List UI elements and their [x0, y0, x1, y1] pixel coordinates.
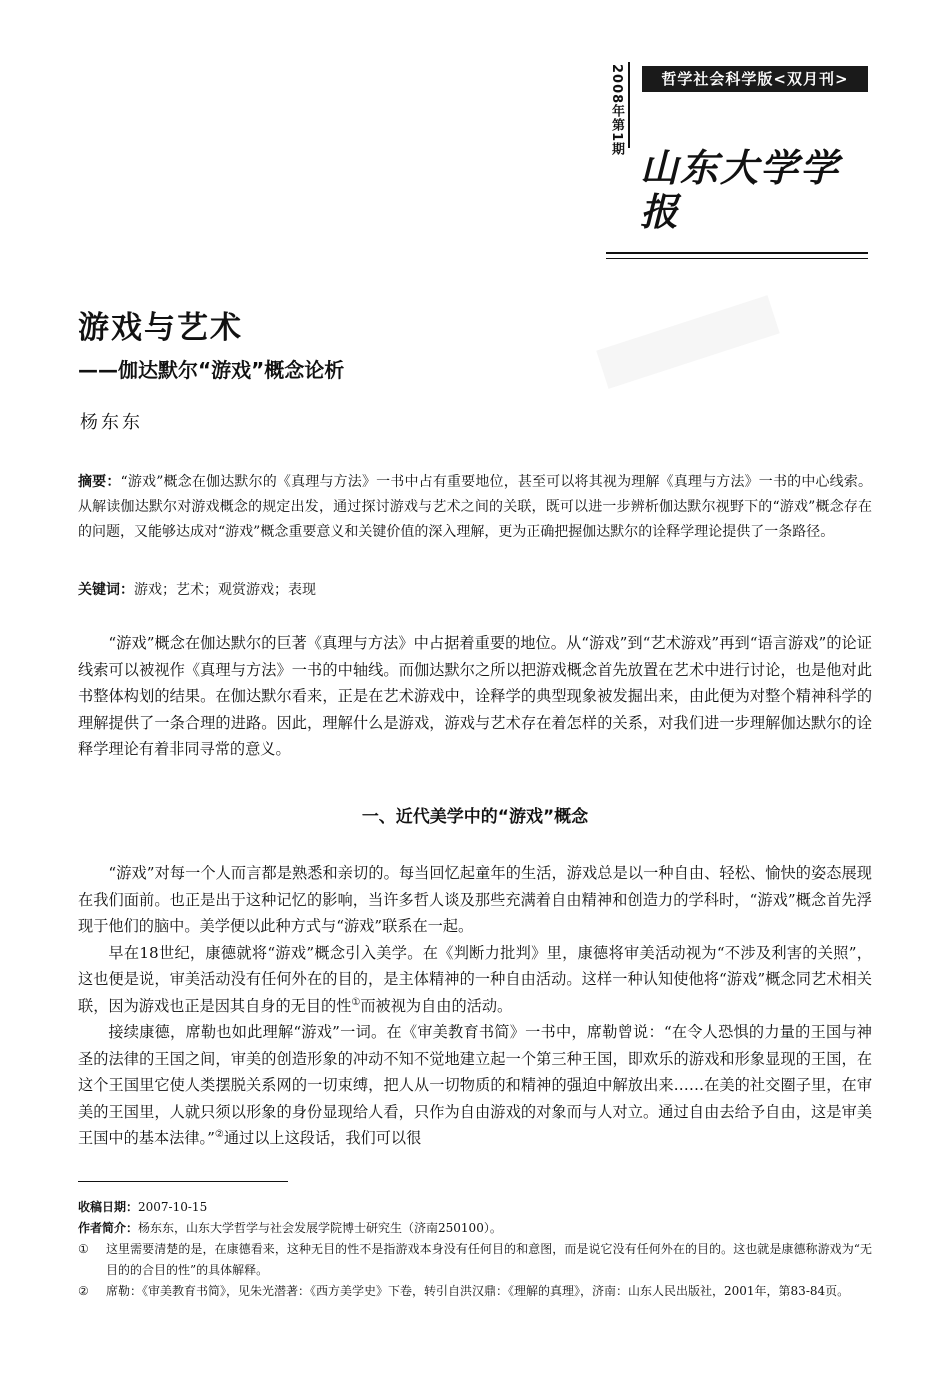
keywords-label: 关键词：	[78, 582, 134, 598]
article-subtitle: ——伽达默尔“游戏”概念论析	[78, 358, 345, 382]
keywords	[78, 578, 872, 603]
article-title: 游戏与艺术	[78, 310, 243, 346]
footnote-divider	[78, 1181, 288, 1182]
footnote-mark: ②	[78, 1284, 89, 1298]
keywords-text: 游戏；艺术；观赏游戏；表现	[134, 582, 316, 598]
section-paragraph-1: “游戏”对每一个人而言都是熟悉和亲切的。每当回忆起童年的生活，游戏总是以一种自由、轻松、愉快的姿态展现在我们面前。也正是出于这种记忆的影响，当许多哲人谈及那些充满着自由精神和创造力的学科时，“游戏”概念首先浮现于他们的脑中。美学便以此种方式与“游戏”联系在一起。	[78, 864, 872, 935]
paragraph-text: 早在18世纪，康德就将“游戏”概念引入美学。在《判断力批判》里，康德将审美活动视为“不涉及利害的关照”，这也便是说，审美活动没有任何外在的目的，是主体精神的一种自由活动。这样一种认知使他将“游戏”概念同艺术相关联，因为游戏也正是因其自身的无目的性	[78, 943, 872, 1015]
issue-label: 2008年第1期	[609, 64, 624, 157]
abstract-text: “游戏”概念在伽达默尔的《真理与方法》一书中占有重要地位，甚至可以将其视为理解《真理与方法》一书的中心线索。从解读伽达默尔对游戏概念的规定出发，通过探讨游戏与艺术之间的关联，既可以进一步辨析伽达默尔视野下的“游戏”概念存在的问题，又能够达成对“游戏”概念重要意义和关键价值的深入理解，更为正确把握伽达默尔的诠释学理论提供了一条路径。	[78, 474, 873, 540]
bio-label: 作者简介：	[78, 1221, 139, 1235]
footnote-2	[78, 1281, 872, 1302]
received-label: 收稿日期：	[78, 1200, 139, 1214]
masthead-divider	[628, 62, 630, 148]
masthead-rule-thin	[606, 258, 868, 259]
intro-section	[78, 630, 872, 763]
footnote-mark: ①	[78, 1242, 89, 1256]
paragraph-text: 而被视为自由的活动。	[360, 996, 513, 1015]
journal-masthead	[606, 60, 868, 234]
footnote-text: 这里需要清楚的是，在康德看来，这种无目的性不是指游戏本身没有任何目的和意图，而是说它没有任何外在的目的。这也就是康德称游戏为“无目的的合目的性”的具体解释。	[106, 1242, 872, 1277]
paragraph-text: 通过以上这段话，我们可以很	[223, 1129, 422, 1147]
section-body	[78, 860, 872, 1152]
abstract-label: 摘要：	[78, 474, 121, 490]
received-value: 2007-10-15	[138, 1200, 208, 1214]
bio-value: 杨东东，山东大学哲学与社会发展学院博士研究生（济南250100）。	[138, 1221, 502, 1235]
paragraph-text: 接续康德，席勒也如此理解“游戏”一词。在《审美教育书简》一书中，席勒曾说：“在令人恐惧的力量的王国与神圣的法律的王国之间，审美的创造形象的冲动不知不觉地建立起一个第三种王国，即欢乐的游戏和形象显现的王国，在这个王国里它使人类摆脱关系网的一切束缚，把人从一切物质的和精神的强迫中解放出来……在美的社交圈子里，在审美的王国里，人就只须以形象的身份显现给人看，只作为自由游戏的对象而与人对立。通过自由去给予自由，这是审美王国中的基本法律。”	[78, 1023, 872, 1147]
scan-watermark	[596, 295, 780, 389]
section-paragraph-3	[78, 1019, 872, 1152]
article-author: 杨东东	[80, 412, 143, 433]
received-date	[78, 1197, 872, 1218]
footnote-ref-2[interactable]: ②	[214, 1128, 224, 1140]
masthead-rule	[606, 252, 868, 254]
footnote-text: 席勒：《审美教育书简》，见朱光潜著：《西方美学史》下卷，转引自洪汉鼎：《理解的真理》，济南：山东人民出版社，2001年，第83-84页。	[106, 1284, 850, 1298]
journal-name-logo: 山东大学学报	[640, 145, 841, 234]
footnote-ref-1[interactable]: ①	[351, 996, 361, 1008]
abstract	[78, 470, 872, 545]
footnotes	[78, 1197, 872, 1302]
edition-banner: 哲学社会科学版<双月刊>	[642, 66, 868, 92]
author-bio	[78, 1218, 872, 1239]
section-paragraph-2	[78, 940, 872, 1020]
intro-paragraph: “游戏”概念在伽达默尔的巨著《真理与方法》中占据着重要的地位。从“游戏”到“艺术游戏”再到“语言游戏”的论证线索可以被视作《真理与方法》一书的中轴线。而伽达默尔之所以把游戏概念首先放置在艺术中进行讨论，也是他对此书整体构划的结果。在伽达默尔看来，正是在艺术游戏中，诠释学的典型现象被发掘出来，由此便为对整个精神科学的理解提供了一条合理的进路。因此，理解什么是游戏，游戏与艺术存在着怎样的关系，对我们进一步理解伽达默尔的诠释学理论有着非同寻常的意义。	[78, 634, 872, 758]
footnote-1	[78, 1239, 872, 1281]
section-heading: 一、近代美学中的“游戏”概念	[361, 807, 589, 827]
